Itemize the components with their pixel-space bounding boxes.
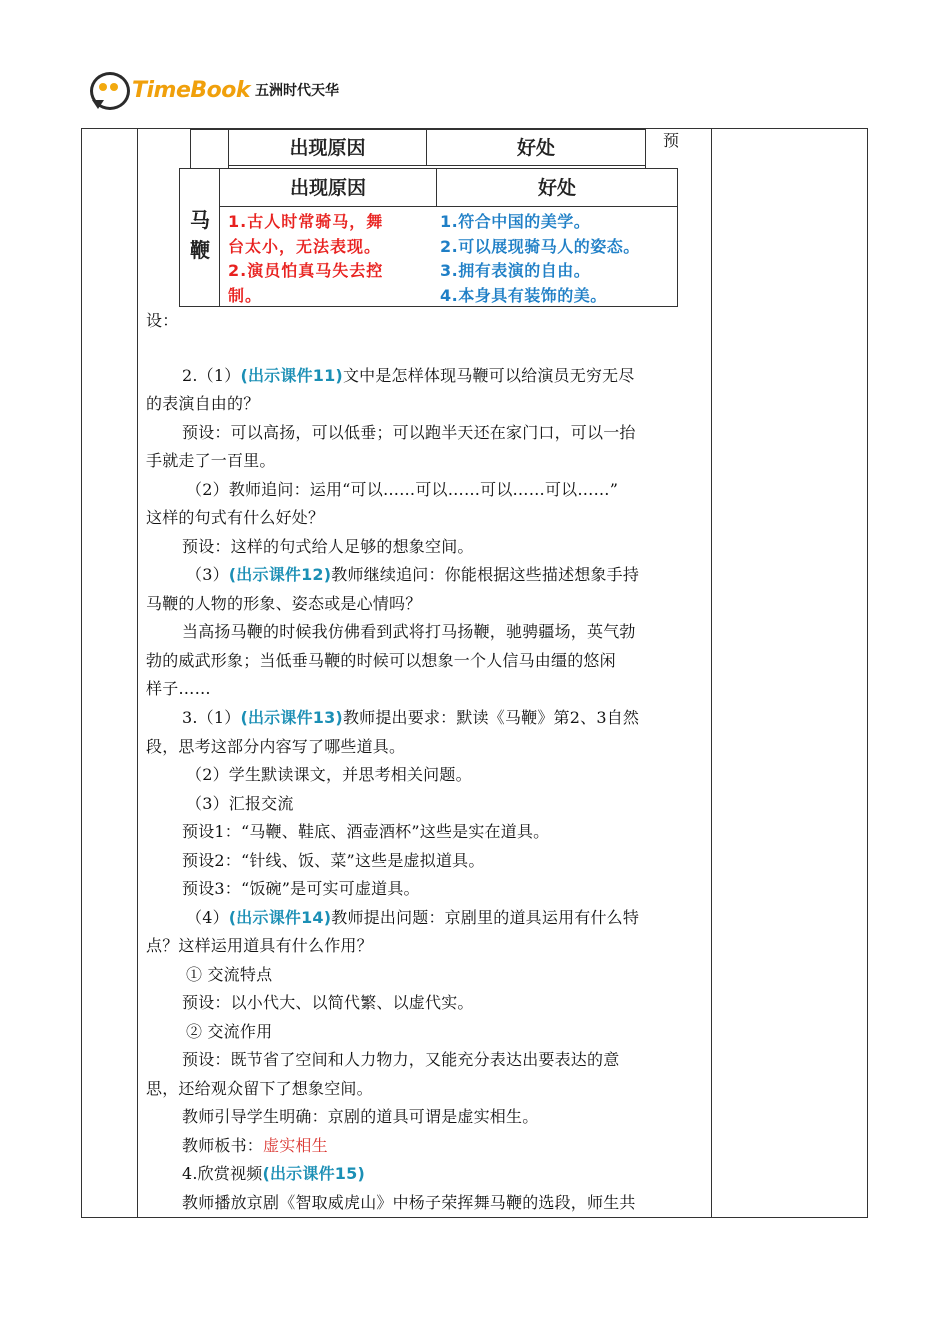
reason-line: 制。 [228, 285, 263, 305]
courseware-tag: (出示课件14) [228, 908, 332, 927]
text-line: 3.（1）(出示课件13)教师提出要求：默读《马鞭》第2、3自然 [182, 708, 640, 727]
reason-line: 2.演员怕真马失去控 [228, 261, 384, 280]
text-line: 点？这样运用道具有什么作用？ [146, 936, 373, 955]
text-line: （2）教师追问：运用“可以……可以……可以……可以……” [186, 480, 619, 499]
text-line: 预设：这样的句式给人足够的想象空间。 [182, 537, 474, 556]
text-line: 的表演自由的？ [146, 394, 260, 413]
text-line: 样子…… [146, 679, 211, 698]
text-line: 预设1：“马鞭、鞋底、酒壶酒杯”这些是实在道具。 [182, 822, 550, 841]
whip-reasons-cell [228, 210, 433, 308]
courseware-tag: (出示课件15) [262, 1164, 365, 1183]
top-table-header-reason: 出现原因 [229, 130, 427, 166]
text-line: （4）(出示课件14)教师提出问题：京剧里的道具运用有什么特 [186, 908, 640, 927]
reason-line: 台太小，无法表现。 [228, 236, 382, 256]
text-line: ② 交流作用 [186, 1022, 273, 1041]
text-line: （2）学生默读课文，并思考相关问题。 [186, 765, 472, 784]
whip-table [179, 168, 678, 307]
courseware-tag: (出示课件11) [240, 366, 343, 385]
whip-table-row-label [180, 205, 220, 265]
text-line: 思，还给观众留下了想象空间。 [146, 1079, 373, 1098]
text-line: 2.（1）(出示课件11)文中是怎样体现马鞭可以给演员无穷无尽 [182, 366, 635, 385]
text-line: 勃的威武形象；当低垂马鞭的时候可以想象一个人信马由缰的悠闲 [146, 651, 616, 670]
row-label-char-1: 马 [190, 208, 210, 232]
text-line: 马鞭的人物的形象、姿态或是心情吗？ [146, 594, 422, 613]
table-divider-2 [711, 128, 712, 1218]
brand-logo [88, 70, 339, 110]
table-divider-1 [137, 128, 138, 1218]
text-line: （3）(出示课件12)教师继续追问：你能根据这些描述想象手持 [186, 565, 640, 584]
text-line: 段，思考这部分内容写了哪些道具。 [146, 737, 406, 756]
text-line: 手就走了一百里。 [146, 451, 276, 470]
benefit-line: 3.拥有表演的自由。 [440, 261, 591, 280]
brand-chinese-name: 五洲时代天华 [255, 83, 340, 99]
courseware-tag: (出示课件13) [240, 708, 343, 727]
reason-line: 1.古人时常骑马，舞 [228, 212, 384, 231]
courseware-tag: (出示课件12) [228, 565, 332, 584]
whip-benefits-cell [440, 210, 677, 308]
text-line: 预设：以小代大、以简代繁、以虚代实。 [182, 993, 474, 1012]
brand-name: TimeBook [132, 77, 251, 103]
text-line: 预设2：“针线、饭、菜”这些是虚拟道具。 [182, 851, 485, 870]
whip-table-header-benefit: 好处 [437, 169, 677, 207]
text-line: 当高扬马鞭的时候我仿佛看到武将打马扬鞭，驰骋疆场，英气勃 [182, 622, 636, 641]
top-table-image [190, 129, 646, 173]
text-line: 预设3：“饭碗”是可实可虚道具。 [182, 879, 420, 898]
top-table-header-benefit: 好处 [427, 130, 645, 166]
benefit-line: 2.可以展现骑马人的姿态。 [440, 236, 640, 256]
text-line: 4.欣赏视频(出示课件15) [182, 1164, 365, 1183]
board-writing: 虚实相生 [263, 1136, 328, 1155]
text-line: 设： [146, 311, 179, 330]
text-line: （3）汇报交流 [186, 794, 294, 813]
text-line: ① 交流特点 [186, 965, 273, 984]
preset-fragment: 预 [663, 131, 680, 150]
row-label-char-2: 鞭 [190, 238, 210, 262]
text-line: 教师引导学生明确：京剧的道具可谓是虚实相生。 [182, 1107, 539, 1126]
text-line: 预设：可以高扬，可以低垂；可以跑半天还在家门口，可以一抬 [182, 423, 636, 442]
speech-bubble-icon [88, 70, 128, 110]
text-line: 预设：既节省了空间和人力物力，又能充分表达出要表达的意 [182, 1050, 620, 1069]
text-line: 这样的句式有什么好处？ [146, 508, 325, 527]
benefit-line: 4.本身具有装饰的美。 [440, 285, 607, 305]
whip-table-header-reason: 出现原因 [220, 169, 437, 207]
benefit-line: 1.符合中国的美学。 [440, 212, 591, 231]
text-line: 教师板书：虚实相生 [182, 1136, 328, 1155]
text-line: 教师播放京剧《智取威虎山》中杨子荣挥舞马鞭的选段，师生共 [182, 1193, 636, 1212]
